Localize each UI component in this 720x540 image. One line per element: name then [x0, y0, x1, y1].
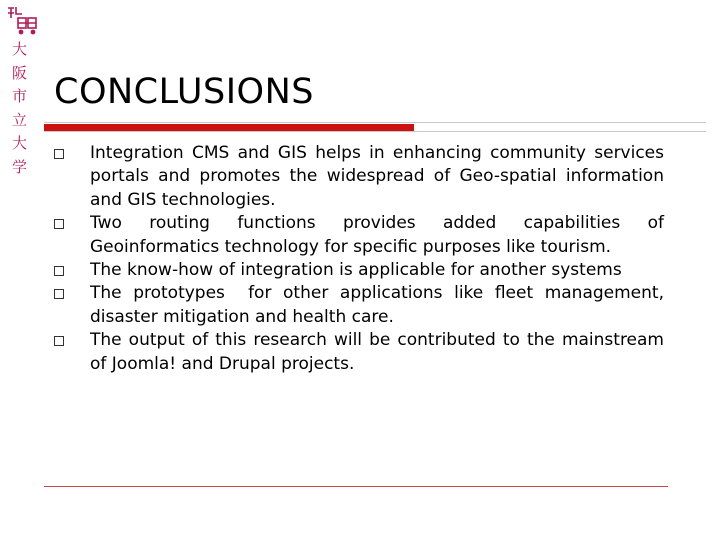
square-bullet-icon — [52, 282, 90, 299]
logo-char: 阪 — [12, 63, 28, 82]
university-logo — [0, 0, 44, 200]
logo-char: 立 — [12, 110, 28, 129]
logo-char: 学 — [12, 157, 28, 176]
bullet-text: Two routing functions provides added capabilities of Geoinformatics technology for specific purposes like tourism. — [90, 213, 664, 257]
university-name-vertical — [12, 38, 27, 179]
bullet-text: The prototypes for other applications like fleet management, disaster mitigation and health care. — [90, 283, 670, 327]
title-accent-bar — [44, 124, 414, 131]
bullet-list — [52, 142, 670, 376]
bullet-text: The know-how of integration is applicable for another systems — [90, 260, 622, 281]
title-divider-top — [44, 122, 706, 123]
footer-divider — [44, 486, 668, 487]
list-item — [52, 259, 664, 282]
title-divider-bottom — [44, 131, 706, 132]
bullet-text: Integration CMS and GIS helps in enhancing community services portals and promotes the widespread of Geo-spatial information and GIS technologies. — [90, 143, 664, 210]
logo-char: 大 — [12, 40, 28, 58]
list-item — [52, 329, 664, 376]
square-bullet-icon — [52, 212, 90, 229]
square-bullet-icon — [52, 259, 90, 276]
bullet-text: The output of this research will be contributed to the mainstream of Joomla! and Drupal projects. — [90, 330, 664, 374]
logo-char: 大 — [12, 134, 28, 152]
list-item — [52, 282, 670, 329]
square-bullet-icon — [52, 329, 90, 346]
logo-char: 市 — [12, 87, 28, 105]
slide-title: CONCLUSIONS — [54, 72, 314, 112]
square-bullet-icon — [52, 142, 90, 159]
university-emblem-icon — [4, 4, 40, 36]
list-item — [52, 142, 664, 212]
list-item — [52, 212, 664, 259]
